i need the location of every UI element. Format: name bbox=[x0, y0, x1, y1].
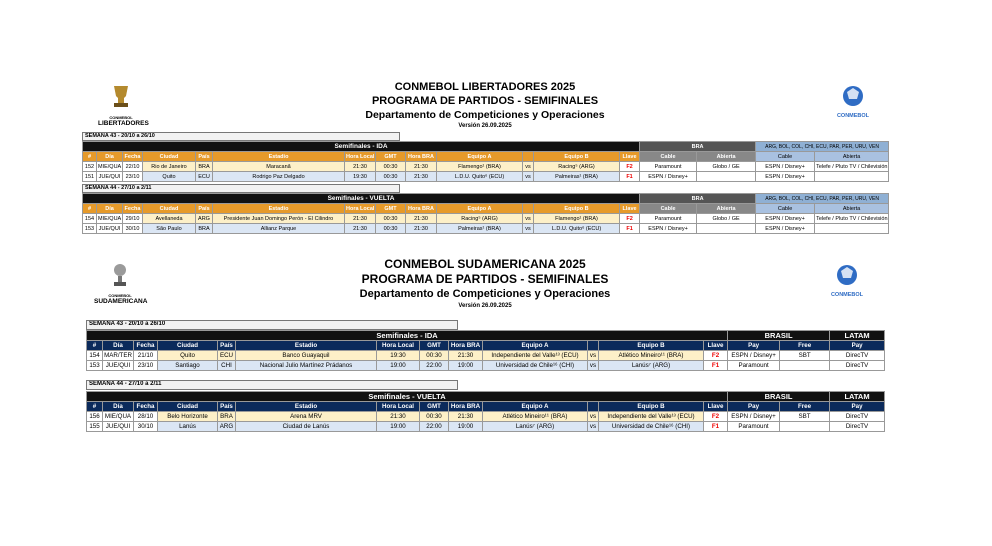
column-header: GMT bbox=[420, 341, 449, 351]
table-cell: 29/10 bbox=[123, 214, 143, 224]
column-header: Estadio bbox=[213, 152, 345, 162]
table-cell: Telefe / Pluto TV / Chilevisión bbox=[816, 163, 888, 170]
table-cell: F2 bbox=[620, 162, 640, 172]
sudamericana-vuelta-table bbox=[86, 391, 885, 432]
table-cell: Universidad de Chile¹⁶ (CHI) bbox=[483, 361, 588, 371]
column-header: Día bbox=[97, 204, 123, 214]
table-cell: 00:30 bbox=[376, 214, 406, 224]
table-cell: 21:30 bbox=[449, 412, 483, 422]
column-header: # bbox=[83, 152, 97, 162]
table-cell: F1 bbox=[704, 361, 728, 371]
table-cell: 22/10 bbox=[123, 162, 143, 172]
table-cell: Belo Horizonte bbox=[158, 412, 218, 422]
table-cell: Globo / GE bbox=[697, 214, 756, 224]
table-cell: Independiente del Valle¹³ (ECU) bbox=[483, 351, 588, 361]
table-cell: 00:30 bbox=[420, 351, 449, 361]
column-header: Hora BRA bbox=[406, 204, 437, 214]
table-cell: F2 bbox=[704, 351, 728, 361]
column-header: Abierta bbox=[697, 152, 756, 162]
table-cell: Independiente del Valle¹³ (ECU) bbox=[599, 412, 704, 422]
column-header: # bbox=[83, 204, 97, 214]
table-cell: vs bbox=[523, 214, 534, 224]
table-cell: BRA bbox=[196, 162, 213, 172]
column-header: País bbox=[196, 204, 213, 214]
table-cell: 19:00 bbox=[449, 361, 483, 371]
table-cell: ESPN / Disney+ bbox=[640, 172, 697, 182]
table-cell bbox=[815, 224, 889, 234]
table-cell: ARG bbox=[196, 214, 213, 224]
column-header: Pay bbox=[830, 402, 885, 412]
table-cell: ESPN / Disney+ bbox=[728, 351, 780, 361]
sudamericana-latam-group: LATAM bbox=[830, 331, 885, 341]
table-cell: 19:30 bbox=[377, 351, 420, 361]
libertadores-bra-group-2: BRA bbox=[640, 194, 756, 204]
table-cell bbox=[815, 172, 889, 182]
table-cell: ESPN / Disney+ bbox=[640, 224, 697, 234]
table-cell: Paramount bbox=[728, 361, 780, 371]
table-cell: F1 bbox=[620, 224, 640, 234]
table-cell: Rodrigo Paz Delgado bbox=[213, 172, 345, 182]
column-header: Hora Local bbox=[377, 402, 420, 412]
column-header: Equipo B bbox=[534, 152, 620, 162]
table-cell: 151 bbox=[83, 172, 97, 182]
column-header: Abierta bbox=[815, 152, 889, 162]
table-cell: Avellaneda bbox=[143, 214, 196, 224]
sudamericana-logo bbox=[94, 262, 146, 304]
conmebol-logo-text: CONMEBOL bbox=[830, 292, 864, 298]
table-cell: 21:30 bbox=[345, 214, 376, 224]
column-header: Ciudad bbox=[143, 204, 196, 214]
table-cell: F2 bbox=[704, 412, 728, 422]
column-header: Ciudad bbox=[158, 341, 218, 351]
column-header: # bbox=[87, 402, 103, 412]
column-header: Día bbox=[103, 341, 134, 351]
column-header: Equipo A bbox=[437, 204, 523, 214]
libertadores-version: Versión 26.09.2025 bbox=[458, 123, 512, 129]
libertadores-ida-table bbox=[82, 141, 889, 182]
column-header: Pay bbox=[728, 402, 780, 412]
table-cell: 154 bbox=[83, 214, 97, 224]
trophy-icon bbox=[110, 262, 130, 288]
column-header: País bbox=[218, 341, 236, 351]
table-cell: BRA bbox=[218, 412, 236, 422]
column-header: Fecha bbox=[134, 402, 158, 412]
table-cell: JUE/QUI bbox=[97, 224, 123, 234]
libertadores-dept: Departamento de Competiciones y Operaciones bbox=[365, 109, 605, 121]
table-cell: ECU bbox=[196, 172, 213, 182]
table-cell: L.D.U. Quito⁶ (ECU) bbox=[437, 172, 523, 182]
conmebol-ball-icon bbox=[841, 84, 865, 108]
sudamericana-latam-group-2: LATAM bbox=[830, 392, 885, 402]
table-cell: Arena MRV bbox=[236, 412, 377, 422]
table-cell: 21:30 bbox=[406, 172, 437, 182]
column-header: Estadio bbox=[213, 204, 345, 214]
table-cell: DirecTV bbox=[830, 422, 885, 432]
table-cell: ESPN / Disney+ bbox=[756, 214, 815, 224]
table-cell: vs bbox=[588, 351, 599, 361]
table-cell: 00:30 bbox=[420, 412, 449, 422]
table-cell: 30/10 bbox=[123, 224, 143, 234]
table-cell: 19:30 bbox=[345, 172, 376, 182]
table-cell: MIE/QUA bbox=[98, 215, 122, 222]
table-cell: Flamengo¹ (BRA) bbox=[437, 162, 523, 172]
table-cell: Allianz Parque bbox=[213, 224, 345, 234]
column-header bbox=[588, 402, 599, 412]
column-header: GMT bbox=[376, 204, 406, 214]
sudamericana-logo-top: CONMEBOL bbox=[108, 293, 132, 298]
sudamericana-ida-table bbox=[86, 330, 885, 371]
libertadores-logo-top: CONMEBOL bbox=[109, 115, 133, 120]
table-cell: 30/10 bbox=[134, 422, 158, 432]
table-cell: 00:30 bbox=[376, 224, 406, 234]
table-cell: Racing⁵ (ARG) bbox=[534, 162, 620, 172]
table-cell: F1 bbox=[620, 172, 640, 182]
table-cell: Banco Guayaquil bbox=[236, 351, 377, 361]
table-cell: 00:30 bbox=[376, 172, 406, 182]
sudamericana-ida-label: Semifinales - IDA bbox=[87, 331, 728, 341]
sudamericana-vuelta-label: Semifinales - VUELTA bbox=[87, 392, 728, 402]
table-cell: JUE/QUI bbox=[97, 172, 123, 182]
table-cell: 152 bbox=[83, 162, 97, 172]
table-cell: Racing⁵ (ARG) bbox=[437, 214, 523, 224]
table-cell: ESPN / Disney+ bbox=[728, 412, 780, 422]
sudamericana-week-44: SEMANA 44 - 27/10 a 2/11 bbox=[86, 380, 458, 390]
column-header: Día bbox=[97, 152, 123, 162]
table-cell: vs bbox=[523, 172, 534, 182]
column-header: Equipo A bbox=[483, 341, 588, 351]
column-header: Equipo A bbox=[437, 152, 523, 162]
table-cell: Palmeiras¹ (BRA) bbox=[534, 172, 620, 182]
sudamericana-logo-text: SUDAMERICANA bbox=[94, 298, 148, 305]
column-header: # bbox=[87, 341, 103, 351]
column-header: Pay bbox=[830, 341, 885, 351]
table-cell: 19:00 bbox=[377, 422, 420, 432]
table-cell bbox=[697, 224, 756, 234]
column-header: Día bbox=[103, 402, 134, 412]
table-cell: Rio de Janeiro bbox=[143, 162, 196, 172]
table-cell: Ciudad de Lanús bbox=[236, 422, 377, 432]
table-cell: 23/10 bbox=[134, 361, 158, 371]
libertadores-vuelta-table bbox=[82, 193, 889, 234]
sudamericana-subtitle: PROGRAMA DE PARTIDOS - SEMIFINALES bbox=[361, 272, 609, 286]
table-cell: ESPN / Disney+ bbox=[756, 172, 815, 182]
column-header bbox=[523, 152, 534, 162]
column-header: Equipo A bbox=[483, 402, 588, 412]
table-cell: Santiago bbox=[158, 361, 218, 371]
libertadores-logo-text: LIBERTADORES bbox=[98, 120, 149, 127]
column-header: GMT bbox=[376, 152, 406, 162]
table-cell: vs bbox=[588, 422, 599, 432]
column-header: Llave bbox=[620, 152, 640, 162]
table-cell: 21:30 bbox=[406, 214, 437, 224]
sudamericana-brasil-group: BRASIL bbox=[728, 331, 830, 341]
column-header: Hora Local bbox=[377, 341, 420, 351]
table-cell: 19:00 bbox=[449, 422, 483, 432]
table-cell: SBT bbox=[780, 351, 830, 361]
libertadores-vuelta-label: Semifinales - VUELTA bbox=[83, 194, 640, 204]
column-header: Ciudad bbox=[143, 152, 196, 162]
table-cell: ARG bbox=[218, 422, 236, 432]
table-cell: JUE/QUI bbox=[103, 361, 134, 371]
table-cell: 23/10 bbox=[123, 172, 143, 182]
table-cell: 22:00 bbox=[420, 361, 449, 371]
table-cell: 28/10 bbox=[134, 412, 158, 422]
table-cell: 22:00 bbox=[420, 422, 449, 432]
column-header: Cable bbox=[640, 152, 697, 162]
column-header: Fecha bbox=[123, 204, 143, 214]
column-header: Fecha bbox=[123, 152, 143, 162]
table-cell: CHI bbox=[218, 361, 236, 371]
table-cell: vs bbox=[523, 224, 534, 234]
sudamericana-brasil-group-2: BRASIL bbox=[728, 392, 830, 402]
table-cell: São Paulo bbox=[143, 224, 196, 234]
table-cell bbox=[780, 361, 830, 371]
table-cell bbox=[697, 172, 756, 182]
conmebol-logo-text: CONMEBOL bbox=[836, 113, 870, 119]
column-header: Llave bbox=[704, 402, 728, 412]
column-header: País bbox=[196, 152, 213, 162]
column-header: Abierta bbox=[815, 204, 889, 214]
column-header: Hora Local bbox=[346, 205, 375, 212]
column-header: Abierta bbox=[697, 204, 756, 214]
table-cell: F2 bbox=[620, 214, 640, 224]
sudamericana-title: CONMEBOL SUDAMERICANA 2025 bbox=[384, 257, 586, 271]
column-header: Llave bbox=[620, 204, 640, 214]
table-cell: Paramount bbox=[640, 162, 697, 172]
table-cell: 156 bbox=[87, 412, 103, 422]
table-cell: Maracanã bbox=[213, 162, 345, 172]
table-cell: DirecTV bbox=[830, 361, 885, 371]
table-cell: Atlético Mineiro¹¹ (BRA) bbox=[599, 351, 704, 361]
table-cell: 154 bbox=[87, 351, 103, 361]
column-header: Ciudad bbox=[158, 402, 218, 412]
table-cell: 153 bbox=[83, 224, 97, 234]
sudamericana-week-43: SEMANA 43 - 20/10 a 26/10 bbox=[86, 320, 458, 330]
table-cell: Presidente Juan Domingo Perón - El Cilindro bbox=[213, 214, 345, 224]
table-cell: 21:30 bbox=[449, 351, 483, 361]
table-cell: vs bbox=[523, 162, 534, 172]
table-cell: 21:30 bbox=[406, 224, 437, 234]
table-cell: 21:30 bbox=[406, 162, 437, 172]
column-header: Hora BRA bbox=[449, 402, 483, 412]
table-cell: Universidad de Chile¹⁶ (CHI) bbox=[599, 422, 704, 432]
table-cell: 21/10 bbox=[134, 351, 158, 361]
table-cell: vs bbox=[588, 412, 599, 422]
column-header: Hora Local bbox=[346, 153, 375, 160]
table-cell: ECU bbox=[218, 351, 236, 361]
table-cell: vs bbox=[588, 361, 599, 371]
table-cell: SBT bbox=[780, 412, 830, 422]
table-cell: ESPN / Disney+ bbox=[756, 224, 815, 234]
column-header: Equipo B bbox=[599, 402, 704, 412]
column-header: Free bbox=[780, 402, 830, 412]
table-cell: 21:30 bbox=[377, 412, 420, 422]
table-cell: Nacional Julio Martínez Prádanos bbox=[236, 361, 377, 371]
libertadores-bra-group: BRA bbox=[640, 142, 756, 152]
column-header: Cable bbox=[756, 204, 815, 214]
column-header: Cable bbox=[640, 204, 697, 214]
table-cell: ESPN / Disney+ bbox=[756, 162, 815, 172]
column-header: Equipo B bbox=[534, 204, 620, 214]
table-cell: Telefe / Pluto TV / Chilevisión bbox=[816, 215, 888, 222]
table-cell: Paramount bbox=[640, 214, 697, 224]
table-cell bbox=[780, 422, 830, 432]
conmebol-logo-bottom bbox=[824, 263, 870, 303]
table-cell: DirecTV bbox=[830, 351, 885, 361]
column-header: País bbox=[218, 402, 236, 412]
table-cell: Quito bbox=[158, 351, 218, 361]
table-cell: Lanús⁷ (ARG) bbox=[483, 422, 588, 432]
column-header: Free bbox=[780, 341, 830, 351]
table-cell: MAR/TER bbox=[104, 352, 132, 359]
table-cell: F1 bbox=[704, 422, 728, 432]
column-header: Estadio bbox=[236, 402, 377, 412]
table-cell: Lanús⁷ (ARG) bbox=[599, 361, 704, 371]
table-cell: BRA bbox=[196, 224, 213, 234]
column-header: Hora BRA bbox=[406, 152, 437, 162]
conmebol-logo-top bbox=[830, 84, 876, 124]
column-header: Equipo B bbox=[599, 341, 704, 351]
column-header: Estadio bbox=[236, 341, 377, 351]
sudamericana-version: Versión 26.09.2025 bbox=[458, 303, 512, 309]
table-cell: 21:30 bbox=[345, 224, 376, 234]
table-cell: MIE/QUA bbox=[98, 163, 122, 170]
column-header: Hora BRA bbox=[449, 341, 483, 351]
table-cell: DirecTV bbox=[830, 412, 885, 422]
libertadores-others-group: ARG, BOL, COL, CHI, ECU, PAR, PER, URU, VEN bbox=[756, 142, 889, 152]
table-cell: Palmeiras¹ (BRA) bbox=[437, 224, 523, 234]
libertadores-week-44: SEMANA 44 - 27/10 a 2/11 bbox=[82, 184, 400, 193]
column-header: Pay bbox=[728, 341, 780, 351]
sudamericana-dept: Departamento de Competiciones y Operaciones bbox=[359, 288, 611, 300]
libertadores-logo bbox=[98, 84, 149, 127]
table-cell: Quito bbox=[143, 172, 196, 182]
conmebol-ball-icon bbox=[835, 263, 859, 287]
libertadores-week-43: SEMANA 43 - 20/10 a 26/10 bbox=[82, 132, 400, 141]
table-cell: L.D.U. Quito⁶ (ECU) bbox=[534, 224, 620, 234]
trophy-icon bbox=[98, 84, 144, 110]
column-header: Cable bbox=[756, 152, 815, 162]
table-cell: MIE/QUA bbox=[103, 412, 134, 422]
table-cell: JUE/QUI bbox=[103, 422, 134, 432]
libertadores-others-group-2: ARG, BOL, COL, CHI, ECU, PAR, PER, URU, VEN bbox=[756, 194, 889, 204]
table-cell: 153 bbox=[87, 361, 103, 371]
table-cell: 19:00 bbox=[377, 361, 420, 371]
column-header bbox=[523, 204, 534, 214]
column-header bbox=[588, 341, 599, 351]
column-header: Llave bbox=[704, 341, 728, 351]
column-header: Fecha bbox=[134, 341, 158, 351]
table-cell: Flamengo¹ (BRA) bbox=[534, 214, 620, 224]
column-header: GMT bbox=[420, 402, 449, 412]
table-cell: Paramount bbox=[728, 422, 780, 432]
libertadores-ida-label: Semifinales - IDA bbox=[83, 142, 640, 152]
libertadores-title: CONMEBOL LIBERTADORES 2025 bbox=[394, 81, 576, 93]
table-cell: 00:30 bbox=[376, 162, 406, 172]
table-cell: 21:30 bbox=[345, 162, 376, 172]
libertadores-subtitle: PROGRAMA DE PARTIDOS - SEMIFINALES bbox=[371, 95, 599, 107]
table-cell: Globo / GE bbox=[697, 162, 756, 172]
table-cell: 155 bbox=[87, 422, 103, 432]
table-cell: Lanús bbox=[158, 422, 218, 432]
table-cell: Atlético Mineiro¹¹ (BRA) bbox=[483, 412, 588, 422]
